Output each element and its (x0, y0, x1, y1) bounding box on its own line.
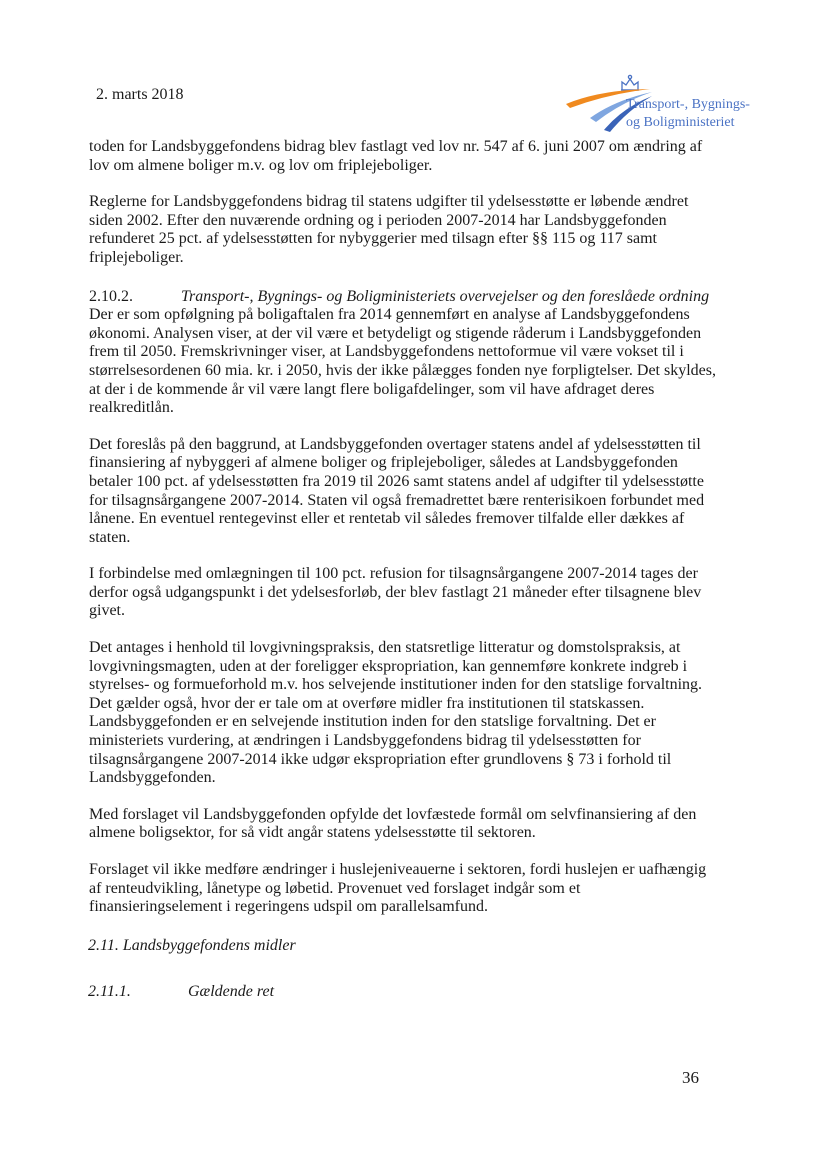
section-heading-2-11-1 (88, 983, 274, 1001)
document-date: 2. marts 2018 (96, 86, 184, 103)
section-title: Gældende ret (188, 983, 275, 1000)
paragraph: toden for Landsbyggefondens bidrag blev fastlagt ved lov nr. 547 af 6. juni 2007 om ændring af lov om almene boliger m.v. og lov om friplejeboliger. (89, 138, 703, 174)
section-number: 2.11.1. (88, 983, 131, 1000)
section-heading-2-11: 2.11. Landsbyggefondens midler (88, 937, 296, 954)
paragraph: Der er som opfølgning på boligaftalen fra 2014 gennemført en analyse af Landsbyggefondens økonomi. Analysen viser, at der vil være et betydeligt og stigende råderum i Landsbyggefonden frem til 2050. Fremskrivninger viser, at Landsbyggefondens nettoformue vil være vokset til i størrelsesordenen 60 mia. kr. i 2050, hvis der ikke pålægges fonden nye forpligtelser. Det skyldes, at der i de kommende år vil være langt flere boligafdelinger, som vil have afdraget deres realkreditlån. (89, 306, 716, 417)
section-number: 2.10.2. (89, 287, 133, 305)
paragraph: Det foreslås på den baggrund, at Landsbyggefonden overtager statens andel af ydelsesstøtten til finansiering af nybyggeri af almene boliger og friplejeboliger, således at Landsbyggefonden betaler 100 pct. af ydelsesstøtten fra 2019 til 2026 samt statens andel af udgifter til ydelsesstøtte for tilsagnsårgangene 2007-2014. Staten vil også fremadrettet bære renterisikoen forbundet med lånene. En eventuel rentegevinst eller et rentetab vil således fremover tilfalde eller dækkes af staten. (89, 435, 705, 546)
paragraph: Reglerne for Landsbyggefondens bidrag til statens udgifter til ydelsesstøtte er løbende ændret siden 2002. Efter den nuværende ordning og i perioden 2007-2014 har Landsbyggefonden refunderet 25 pct. af ydelsesstøtten for nybyggerier med tilsagn efter §§ 115 og 117 samt friplejeboliger. (89, 193, 689, 266)
logo-text-line2: og Boligministeriet (626, 115, 735, 130)
logo-text-line1: Transport-, Bygnings- (626, 97, 750, 112)
paragraph: Det antages i henhold til lovgivningspraksis, den statsretlige litteratur og domstolspraksis, at lovgivningsmagten, uden at der foreligger ekspropriation, kan gennemføre konkrete indgreb i styrelses- og formueforhold m.v. hos selvejende institutioner inden for den statslige forvaltning. Det gælder også, hvor der er tale om at overføre midler fra institutionen til statskassen. Landsbyggefonden er en selvejende institution inden for den statslige forvaltning. Det er ministeriets vurdering, at ændringen i Landsbyggefondens bidrag til ydelsesstøtten for tilsagnsårgangene 2007-2014 ikke udgør ekspropriation efter grundlovens § 73 i forhold til Landsbyggefonden. (89, 639, 703, 787)
paragraph: Forslaget vil ikke medføre ændringer i huslejeniveauerne i sektoren, fordi huslejen er uafhængig af renteudvikling, lånetype og løbetid. Provenuet ved forslaget indgår som et finansieringselement i regeringens udspil om parallelsamfund. (89, 861, 707, 916)
section-heading-2-10-2 (89, 288, 717, 307)
page-number: 36 (682, 1068, 699, 1087)
paragraph: I forbindelse med omlægningen til 100 pct. refusion for tilsagnsårgangene 2007-2014 tages der derfor også udgangspunkt i det ydelsesforløb, der blev fastlagt 21 måneder efter tilsagnene blev givet. (89, 565, 702, 620)
section-title: Transport-, Bygnings- og Boligministeriets overvejelser og den foreslåede ordning (181, 287, 710, 305)
ministry-logo (560, 72, 775, 136)
document-body (89, 138, 717, 917)
paragraph: Med forslaget vil Landsbyggefonden opfylde det lovfæstede formål om selvfinansiering af den almene boligsektor, for så vidt angår statens ydelsesstøtte til sektoren. (89, 805, 697, 842)
